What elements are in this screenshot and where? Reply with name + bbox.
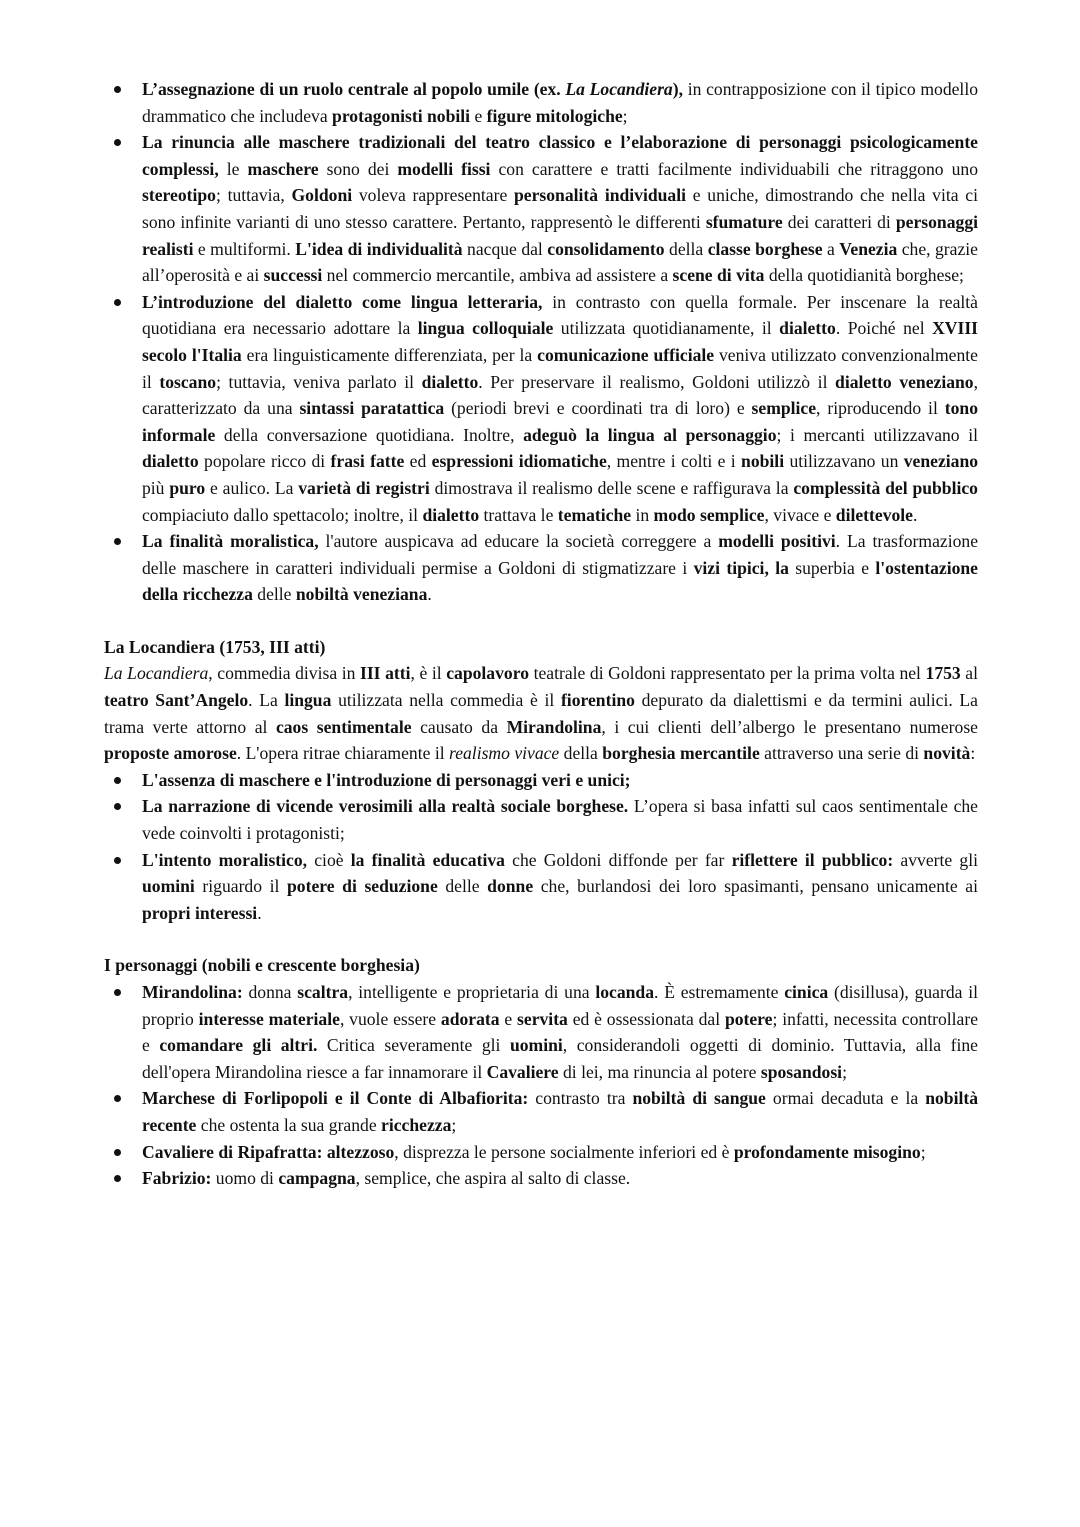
bold-text: adeguò la lingua al personaggio — [523, 424, 777, 445]
bold-text: uomini — [509, 1035, 563, 1056]
bold-text: modelli positivi — [718, 531, 836, 552]
bold-text: nobiltà veneziana — [295, 584, 428, 605]
bold-text: servita — [517, 1008, 568, 1029]
bold-text: uomini — [142, 876, 195, 897]
list-item: Cavaliere di Ripafratta: altezzoso, disprezza le persone socialmente inferiori ed è profondamente misogino; — [104, 1139, 978, 1166]
bold-text: interesse materiale — [198, 1008, 340, 1029]
bold-text: successi — [263, 265, 323, 286]
bold-text: comunicazione ufficiale — [537, 344, 715, 365]
bold-text: Mirandolina: — [142, 982, 243, 1002]
bold-text: semplice — [751, 398, 817, 419]
bold-text: Mirandolina — [506, 716, 602, 737]
bold-text: L'intento moralistico, — [142, 849, 308, 870]
bold-text: figure mitologiche — [486, 105, 623, 126]
list-item: L’introduzione del dialetto come lingua letteraria, in contrasto con quella formale. Per inscenare la realtà quotidiana era necessario adottare la lingua colloquiale utilizzata quotidianamente, il dialetto. Poiché nel XVIII secolo l'Italia era linguisticamente differenziata, per la comunicazione ufficiale veniva utilizzato convenzionalmente il toscano; tuttavia, veniva parlato il dialetto. Per preservare il realismo, Goldoni utilizzò il dialetto veneziano, caratterizzato da una sintassi paratattica (periodi brevi e coordinati tra di loro) e semplice, riproducendo il tono informale della conversazione quotidiana. Inoltre, adeguò la lingua al personaggio; i mercanti utilizzavano il dialetto popolare ricco di frasi fatte ed espressioni idiomatiche, mentre i colti e i nobili utilizzavano un veneziano più puro e aulico. La varietà di registri dimostrava il realismo delle scene e raffigurava la complessità del pubblico compiaciuto dallo spettacolo; inoltre, il dialetto trattava le tematiche in modo semplice, vivace e dilettevole. — [104, 289, 978, 528]
list-item: L'intento moralistico, cioè la finalità educativa che Goldoni diffonde per far riflettere il pubblico: avverte gli uomini riguardo il potere di seduzione delle donne che, burlandosi dei loro spasimanti, pensano unicamente ai propri interessi. — [104, 847, 978, 927]
bold-text: Fabrizio: — [142, 1168, 212, 1189]
italic-text: realismo vivace — [449, 743, 560, 764]
bold-text: fiorentino — [560, 690, 635, 711]
bold-text: personalità individuali — [514, 185, 686, 206]
bold-text: complessità del pubblico — [793, 477, 978, 498]
bold-text: lingua colloquiale — [417, 318, 554, 339]
bold-text: donne — [487, 876, 534, 897]
section-heading: I personaggi (nobili e crescente borghesia) — [104, 955, 420, 976]
bold-text: classe borghese — [707, 238, 823, 259]
body-paragraph: La Locandiera, commedia divisa in III atti, è il capolavoro teatrale di Goldoni rappresentato per la prima volta nel 1753 al teatro Sant’Angelo. La lingua utilizzata nella commedia è il fiorentino depurato da dialettismi e da termini aulici. La trama verte attorno al caos sentimentale causato da Mirandolina, i cui clienti dell’albergo le presentano numerose proposte amorose. L'opera ritrae chiaramente il realismo vivace della borghesia mercantile attraverso una serie di novità: — [104, 663, 978, 764]
bold-text: nobiltà di sangue — [632, 1088, 766, 1109]
bold-text: stereotipo — [142, 185, 216, 206]
bold-text: riflettere il pubblico: — [731, 849, 894, 870]
bold-text: proposte amorose — [104, 743, 237, 764]
bold-text: nobiltà recente — [142, 1088, 979, 1135]
list-item: La narrazione di vicende verosimili alla realtà sociale borghese. L’opera si basa infatti sul caos sentimentale che vede coinvolti i protagonisti; — [104, 793, 978, 846]
bold-text: III atti — [359, 663, 411, 684]
bold-text: vizi tipici, la — [693, 557, 789, 578]
bold-text: l'ostentazione della ricchezza — [142, 557, 978, 605]
bold-text: lingua — [284, 690, 332, 711]
bold-text: ), — [672, 79, 683, 99]
bold-text: nobili — [741, 451, 785, 472]
bold-text: La Locandiera — [565, 79, 673, 99]
bold-text: L'idea di individualità — [295, 238, 463, 259]
bold-text: Venezia — [839, 238, 898, 259]
bold-text: caos sentimentale — [275, 716, 412, 737]
bold-text: teatro Sant’Angelo — [104, 690, 249, 711]
bold-text: dialetto — [779, 318, 836, 339]
bold-text: tematiche — [557, 504, 632, 525]
bold-text: L’assegnazione di un ruolo centrale al popolo umile (ex. — [142, 79, 566, 99]
list-item: Mirandolina: donna scaltra, intelligente e proprietaria di una locanda. È estremamente cinica (disillusa), guarda il proprio interesse materiale, vuole essere adorata e servita ed è ossessionata dal potere; infatti, necessita controllare e comandare gli altri. Critica severamente gli uomini, considerandoli oggetti di dominio. Tuttavia, alla fine dell'opera Mirandolina riesce a far innamorare il Cavaliere di lei, ma rinuncia al potere sposandosi; — [104, 979, 978, 1085]
bold-text: veneziano — [903, 451, 979, 472]
bold-text: L’introduzione del dialetto come lingua letteraria, — [142, 291, 543, 312]
bold-text: scaltra — [297, 982, 349, 1002]
bold-text: L'assenza di maschere e l'introduzione di personaggi veri e unici; — [142, 769, 631, 790]
list-item: Fabrizio: uomo di campagna, semplice, che aspira al salto di classe. — [104, 1165, 978, 1192]
bold-text: maschere — [247, 158, 319, 179]
bold-text: La finalità moralistica, — [142, 531, 319, 552]
section-spacer — [104, 608, 978, 634]
bold-text: campagna — [278, 1168, 356, 1189]
characters-list — [104, 979, 978, 1192]
bold-text: l'Italia — [191, 344, 242, 365]
bold-text: espressioni idiomatiche — [431, 451, 607, 472]
bold-text: sintassi paratattica — [299, 398, 445, 419]
bold-text: Cavaliere di Ripafratta: — [142, 1141, 323, 1162]
bold-text: La narrazione di vicende verosimili alla realtà sociale borghese. — [142, 796, 629, 817]
bold-text: La rinuncia alle maschere tradizionali del teatro classico e l’elaborazione di personaggi psicologicamente complessi, — [142, 132, 978, 179]
bold-text: personaggi realisti — [142, 211, 979, 259]
bold-text: dialetto veneziano — [835, 371, 974, 392]
bold-text: dialetto — [421, 371, 479, 392]
bold-text: Goldoni — [291, 185, 353, 206]
bold-text: modelli fissi — [397, 158, 491, 179]
bold-text: altezzoso — [326, 1141, 395, 1162]
locandiera-novelties-list — [104, 767, 978, 927]
bold-text: ricchezza — [381, 1114, 452, 1135]
bold-text: cinica — [784, 982, 829, 1002]
bold-text: modo semplice — [653, 504, 765, 525]
bold-text: dialetto — [422, 504, 480, 525]
bold-text: tono informale — [142, 398, 978, 445]
bold-text: Marchese di Forlipopoli e il Conte di Albafiorita: — [142, 1088, 529, 1109]
bold-text: adorata — [440, 1008, 500, 1029]
bold-text: profondamente misogino — [733, 1141, 921, 1162]
bold-text: sfumature — [705, 211, 783, 232]
italic-text: La Locandiera — [104, 663, 209, 684]
section-heading: La Locandiera (1753, III atti) — [104, 636, 326, 657]
list-item: La rinuncia alle maschere tradizionali del teatro classico e l’elaborazione di personaggi psicologicamente complessi, le maschere sono dei modelli fissi con carattere e tratti facilmente individuabili che ritraggono uno stereotipo; tuttavia, Goldoni voleva rappresentare personalità individuali e uniche, dimostrando che nella vita ci sono infinite varianti di uno stesso carattere. Pertanto, rappresentò le differenti sfumature dei caratteri di personaggi realisti e multiformi. L'idea di individualità nacque dal consolidamento della classe borghese a Venezia che, grazie all’operosità e ai successi nel commercio mercantile, ambiva ad assistere a scene di vita della quotidianità borghese; — [104, 129, 978, 289]
bold-text: potere di seduzione — [287, 876, 438, 897]
bold-text: comandare gli altri. — [159, 1035, 318, 1056]
bold-text: frasi fatte — [330, 451, 405, 472]
bold-text: dilettevole — [835, 504, 913, 525]
bold-text: la finalità educativa — [350, 849, 505, 870]
bold-text: scene di vita — [672, 265, 765, 286]
bold-text: sposandosi — [760, 1061, 843, 1082]
list-item: La finalità moralistica, l'autore auspicava ad educare la società correggere a modelli positivi. La trasformazione delle maschere in caratteri individuali permise a Goldoni di stigmatizzare i vizi tipici, la superbia e l'ostentazione della ricchezza delle nobiltà veneziana. — [104, 528, 978, 608]
list-item: Marchese di Forlipopoli e il Conte di Albafiorita: contrasto tra nobiltà di sangue ormai decaduta e la nobiltà recente che ostenta la sua grande ricchezza; — [104, 1085, 978, 1138]
bold-text: protagonisti nobili — [332, 105, 471, 126]
bold-text: puro — [169, 477, 206, 498]
bold-text: propri interessi — [142, 902, 258, 923]
bold-text: novità — [923, 743, 971, 764]
goldoni-innovations-list — [104, 76, 978, 608]
bold-text: varietà di registri — [298, 477, 430, 498]
bold-text: dialetto — [142, 451, 199, 472]
bold-text: toscano — [159, 371, 217, 392]
list-item: L’assegnazione di un ruolo centrale al popolo umile (ex. La Locandiera), in contrapposizione con il tipico modello drammatico che includeva protagonisti nobili e figure mitologiche; — [104, 76, 978, 129]
bold-text: borghesia mercantile — [602, 743, 760, 764]
section-spacer — [104, 926, 978, 952]
list-item — [104, 767, 978, 794]
bold-text: Cavaliere — [486, 1061, 559, 1082]
bold-text: potere — [724, 1008, 773, 1029]
bold-text: XVIII secolo — [142, 318, 979, 365]
bold-text: locanda — [595, 982, 655, 1002]
bold-text: 1753 — [925, 663, 961, 684]
bold-text: capolavoro — [446, 663, 529, 684]
bold-text: consolidamento — [547, 238, 665, 259]
